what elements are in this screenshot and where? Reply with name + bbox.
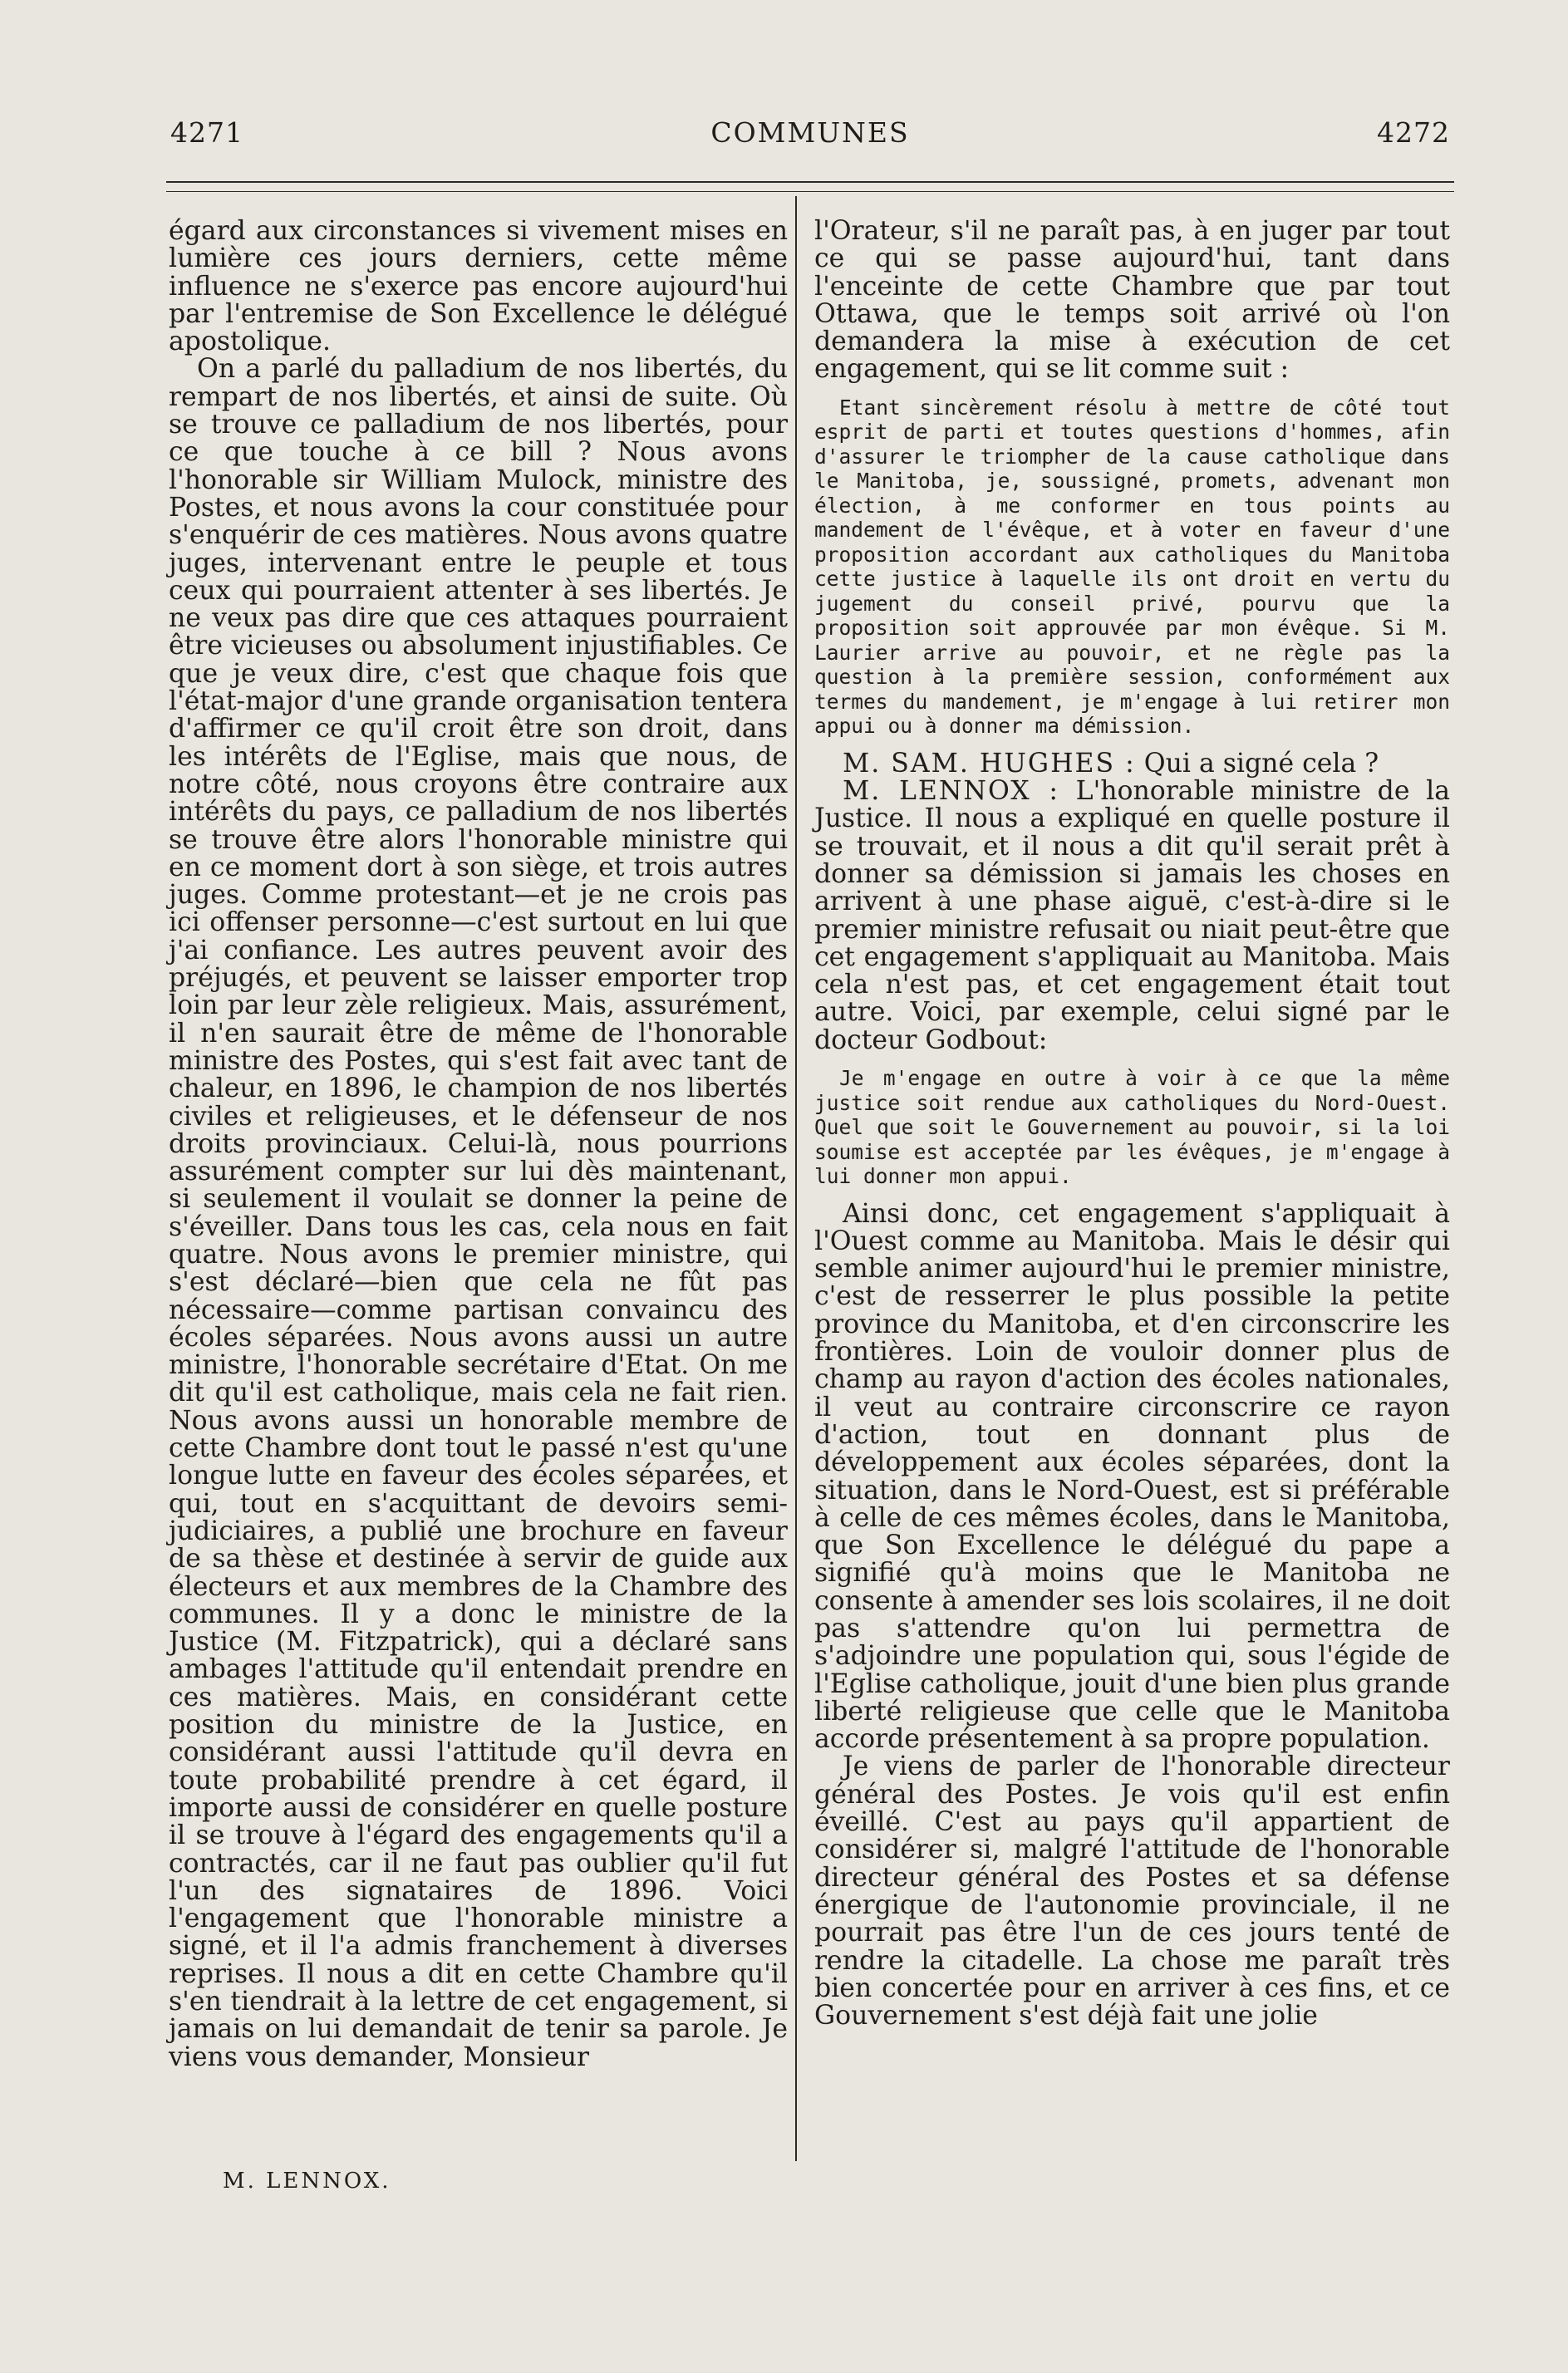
header-rule-bottom xyxy=(166,191,1454,192)
speaker-lennox: M. LENNOX : xyxy=(843,776,1059,807)
right-paragraph-2: Ainsi donc, cet engagement s'appliquait à l'Ouest comme au Manitoba. Mais le désir qui semble animer aujourd'hui le premier ministre, c'est de resserrer le plus possible la petite province du Manitoba, et d'en circonscrire les frontières. Loin de vouloir donner plus de champ au rayon d'action des écoles nationales, il veut au contraire circonscrire ce rayon d'action, tout en donnant plus de développement aux écoles séparées, dont la situation, dans le Nord-Ouest, est si préférable à celle de ces mêmes écoles, dans le Manitoba, que Son Excellence le délégué du pape a signifié qu'à moins que le Manitoba ne consente à amender ses lois scolaires, il ne doit pas s'attendre qu'on lui permettra de s'adjoindre une population qui, sous l'égide de l'Eglise catholique, jouit d'une bien plus grande liberté religieuse que celle que le Manitoba accorde présentement à sa propre population. xyxy=(814,1198,1450,1755)
running-title: COMMUNES xyxy=(710,116,910,149)
pledge-quote-2: Je m'engage en outre à voir à ce que la même justice soit rendue aux catholiques du Nord-Ouest. Quel que soit le Gouvernement au pouvoir, si la loi soumise est acceptée par les évêques, je m'engage à lui donner mon appui. xyxy=(814,1066,1450,1189)
left-paragraph-2: On a parlé du palladium de nos libertés, du rempart de nos libertés, et ainsi de suite. Où se trouve ce palladium de nos libertés, pour ce que touche à ce bill ? Nous avons l'honorable sir William Mulock, ministre des Postes, et nous avons la cour constituée pour s'enquérir de ces matières. Nous avons quatre juges, intervenant entre le peuple et tous ceux qui pourraient attenter à ses libertés. Je ne veux pas dire que ces attaques pourraient être vicieuses ou absolument injustifiables. Ce que je veux dire, c'est que chaque fois que l'état-major d'une grande organisation tentera d'affirmer ce qu'il croit être son droit, dans les intérêts de l'Eglise, mais que nous, de notre côté, nous croyons être contraire aux intérêts du pays, ce palladium de nos libertés se trouve être alors l'honorable ministre qui en ce moment dort à son siège, et trois autres juges. Comme protestant—et je ne crois pas ici offenser personne—c'est surtout en lui que j'ai confiance. Les autres peuvent avoir des préjugés, et peuvent se laisser emporter trop loin par leur zèle religieux. Mais, assurément, il n'en saurait être de même de l'honorable ministre des Postes, qui s'est fait avec tant de chaleur, en 1896, le champion de nos libertés civiles et religieuses, et le défenseur de nos droits provinciaux. Celui-là, nous pourrions assurément compter sur lui dès maintenant, si seulement il voulait se donner la peine de s'éveiller. Dans tous les cas, cela nous en fait quatre. Nous avons le premier ministre, qui s'est déclaré—bien que cela ne fût pas nécessaire—comme partisan convaincu des écoles séparées. Nous avons aussi un autre ministre, l'honorable secrétaire d'Etat. On me dit qu'il est catholique, mais cela ne fait rien. Nous avons aussi un honorable membre de cette Chambre dont tout le passé n'est qu'une longue lutte en faveur des écoles séparées, et qui, tout en s'acquittant de devoirs semi-judiciaires, a publié une brochure en faveur de sa thèse et destinée à servir de guide aux électeurs et aux membres de la Chambre des communes. Il y a donc le ministre de la Justice (M. Fitzpatrick), qui a déclaré sans ambages l'attitude qu'il entendait prendre en ces matières. Mais, en considérant cette position du ministre de la Justice, en considérant aussi l'attitude qu'il devra en toute probabilité prendre à cet égard, il importe aussi de considérer en quelle posture il se trouve à l'égard des engagements qu'il a contractés, car il ne faut pas oublier qu'il fut l'un des signataires de 1896. Voici l'engagement que l'honorable ministre a signé, et il l'a admis franchement à diverses reprises. Il nous a dit en cette Chambre qu'il s'en tiendrait à la lettre de cet engagement, si jamais on lui demandait de tenir sa parole. Je viens vous demander, Monsieur xyxy=(169,354,788,2072)
pledge-quote-1: Etant sincèrement résolu à mettre de côté tout esprit de parti et toutes questions d'hommes, afin d'assurer le triompher de la cause catholique dans le Manitoba, je, soussigné, promets, advenant mon élection, à me conformer en tous points au mandement de l'évêque, et à voter en faveur d'une proposition accordant aux catholiques du Manitoba cette justice à laquelle ils ont droit en vertu du jugement du conseil privé, pourvu que la proposition soit approuvée par mon évêque. Si M. Laurier arrive au pouvoir, et ne règle pas la question à la première session, conformément aux termes du mandement, je m'engage à lui retirer mon appui ou à donner ma démission. xyxy=(814,395,1450,739)
footer-speaker: M. LENNOX. xyxy=(223,2169,391,2194)
speech-paragraph xyxy=(814,778,1450,1054)
right-paragraph-1: l'Orateur, s'il ne paraît pas, à en juger par tout ce qui se passe aujourd'hui, tant dans l'enceinte de cette Chambre que par tout Ottawa, que le temps soit arrivé où l'on demandera la mise à exécution de cet engagement, qui se lit comme suit : xyxy=(814,216,1450,385)
page-number-right: 4272 xyxy=(1377,116,1450,149)
speech-lennox: L'honorable ministre de la Justice. Il nous a expliqué en quelle posture il se trouvait, et il nous a dit qu'il serait prêt à donner sa démission si jamais les choses en arrivent à une phase aiguë, c'est-à-dire si le premier ministre refusait ou niait peut-être que cet engagement s'appliquait au Manitoba. Mais cela n'est pas, et cet engagement était tout autre. Voici, par exemple, celui signé par le docteur Godbout: xyxy=(814,776,1451,1055)
right-column xyxy=(814,218,1450,2030)
interjection xyxy=(814,750,1450,778)
page-number-left: 4271 xyxy=(170,116,243,149)
column-divider xyxy=(795,196,797,2161)
right-paragraph-3: Je viens de parler de l'honorable directeur général des Postes. Je vois qu'il est enfin éveillé. C'est au pays qu'il appartient de considérer si, malgré l'attitude de l'honorable directeur général des Postes et sa défense énergique de l'autonomie provinciale, il ne pourrait pas être l'un de ces jours tenté de rendre la citadelle. La chose me paraît très bien concertée pour en arriver à ces fins, et ce Gouvernement s'est déjà fait une jolie xyxy=(814,1752,1450,2032)
left-column xyxy=(169,218,788,2071)
speaker-hughes: M. SAM. HUGHES : xyxy=(843,748,1136,779)
page-header xyxy=(170,116,1450,158)
header-rule-top xyxy=(166,181,1454,183)
speech-hughes: Qui a signé cela ? xyxy=(1143,748,1379,779)
left-paragraph-1: égard aux circonstances si vivement mises en lumière ces jours derniers, cette même influence ne s'exerce pas encore aujourd'hui par l'entremise de Son Excellence le délégué apostolique. xyxy=(169,216,788,357)
